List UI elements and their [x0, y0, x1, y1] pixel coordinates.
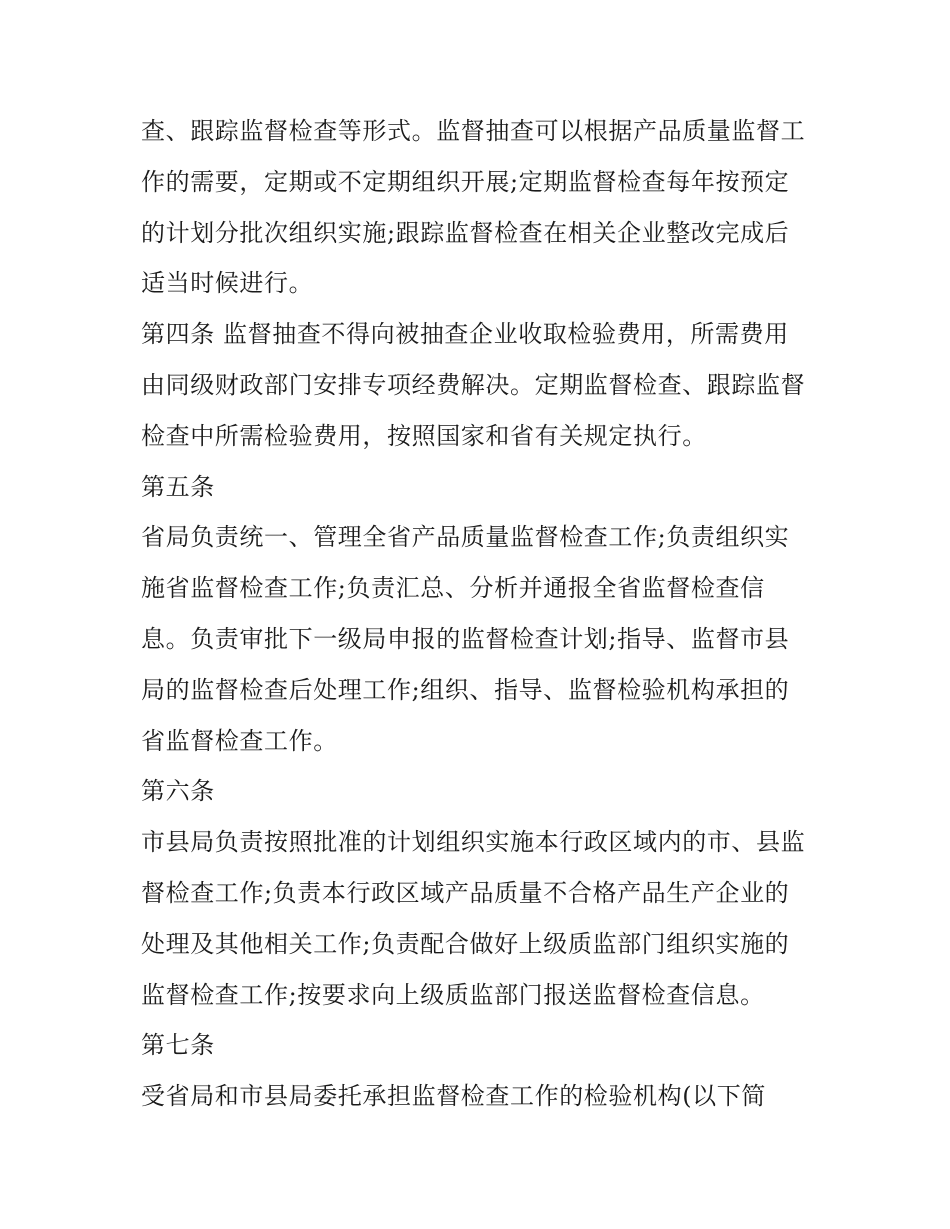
article-6-line-3: 处理及其他相关工作;负责配合做好上级质监部门组织实施的: [141, 929, 790, 958]
document-body: [141, 106, 821, 1122]
body-line-2: 作的需要，定期或不定期组织开展;定期监督检查每年按预定: [141, 167, 790, 196]
body-line-4: 适当时候进行。: [141, 269, 314, 298]
article-7-heading: 第七条: [141, 1031, 215, 1060]
body-line-3: 的计划分批次组织实施;跟踪监督检查在相关企业整改完成后: [141, 218, 790, 247]
article-6-line-4: 监督检查工作;按要求向上级质监部门报送监督检查信息。: [141, 980, 765, 1009]
article-6-line-2: 督检查工作;负责本行政区域产品质量不合格产品生产企业的: [141, 878, 790, 907]
article-7-line-1: 受省局和市县局委托承担监督检查工作的检验机构(以下简: [141, 1082, 766, 1111]
article-5-line-3: 息。负责审批下一级局申报的监督检查计划;指导、监督市县: [141, 624, 790, 653]
article-5-line-2: 施省监督检查工作;负责汇总、分析并通报全省监督检查信: [141, 574, 765, 603]
article-4-line-2: 由同级财政部门安排专项经费解决。定期监督检查、跟踪监督: [141, 370, 806, 399]
article-5-heading: 第五条: [141, 472, 215, 501]
article-5-line-4: 局的监督检查后处理工作;组织、指导、监督检验机构承担的: [141, 675, 790, 704]
article-6-heading: 第六条: [141, 777, 215, 806]
article-4-line-3: 检查中所需检验费用，按照国家和省有关规定执行。: [141, 421, 707, 450]
article-4-line-1: 第四条 监督抽查不得向被抽查企业收取检验费用，所需费用: [141, 320, 789, 349]
article-6-line-1: 市县局负责按照批准的计划组织实施本行政区域内的市、县监: [141, 828, 806, 857]
body-line-1: 查、跟踪监督检查等形式。监督抽查可以根据产品质量监督工: [141, 117, 806, 145]
article-5-line-5: 省监督检查工作。: [141, 726, 338, 755]
article-5-line-1: 省局负责统一、管理全省产品质量监督检查工作;负责组织实: [141, 523, 790, 552]
